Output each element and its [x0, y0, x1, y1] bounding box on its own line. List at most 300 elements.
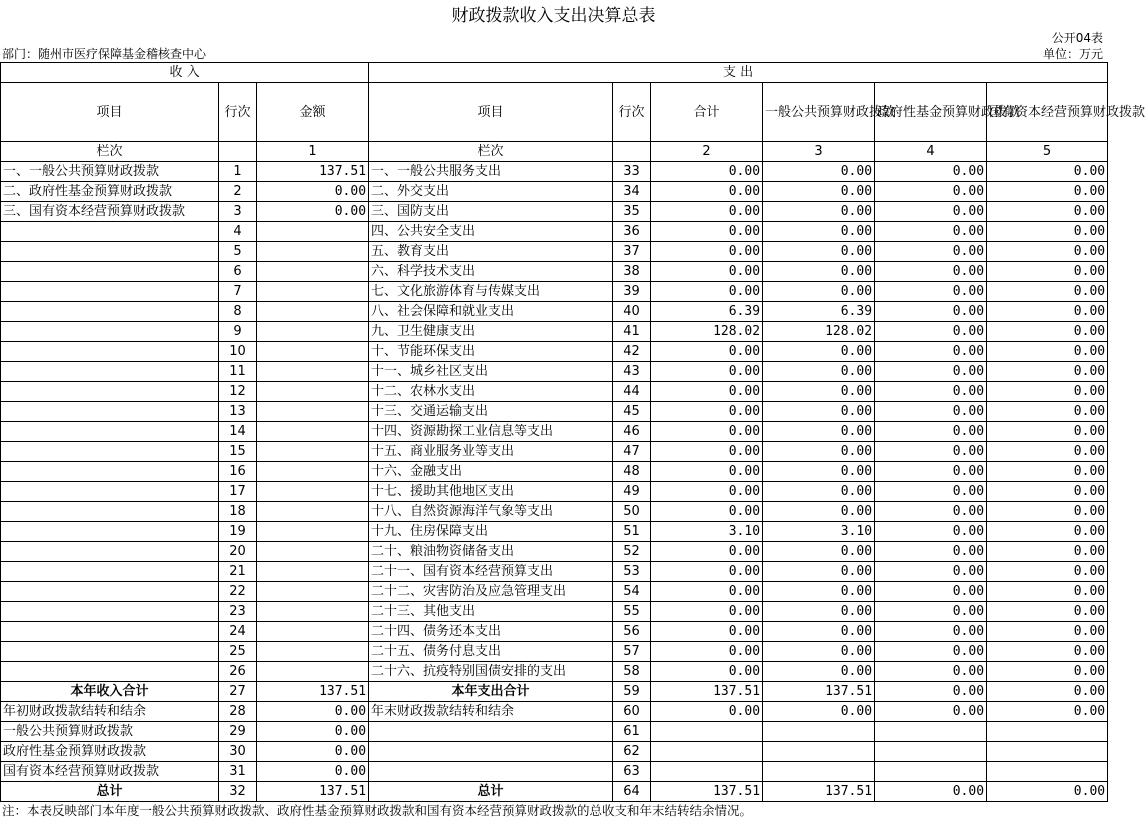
general-budget-value: 0.00	[763, 502, 875, 522]
expense-item: 十一、城乡社区支出	[369, 362, 613, 382]
state-capital-value: 0.00	[987, 562, 1108, 582]
general-budget-value	[763, 762, 875, 782]
table-row	[1, 442, 1108, 462]
expense-item: 二十六、抗疫特别国债安排的支出	[369, 662, 613, 682]
general-budget-header: 一般公共预算财政拨款	[763, 83, 875, 142]
income-row-no: 3	[219, 202, 257, 222]
general-budget-value: 0.00	[763, 162, 875, 182]
grand-total-label: 总计	[1, 782, 219, 802]
income-row-no: 29	[219, 722, 257, 742]
state-capital-value: 0.00	[987, 522, 1108, 542]
header-row-section	[1, 63, 1108, 83]
expense-row-no: 48	[613, 462, 651, 482]
income-row-no: 11	[219, 362, 257, 382]
expense-row-no: 56	[613, 622, 651, 642]
income-rowno-header: 行次	[219, 83, 257, 142]
income-item	[1, 342, 219, 362]
expense-item: 七、文化旅游体育与传媒支出	[369, 282, 613, 302]
income-item	[1, 262, 219, 282]
income-row-no: 32	[219, 782, 257, 802]
general-budget-value: 6.39	[763, 302, 875, 322]
expense-total	[651, 742, 763, 762]
income-row-no: 14	[219, 422, 257, 442]
income-row-no: 6	[219, 262, 257, 282]
gov-fund-value: 0.00	[875, 202, 987, 222]
general-budget-value: 0.00	[763, 602, 875, 622]
income-amount	[257, 342, 369, 362]
gov-fund-value: 0.00	[875, 402, 987, 422]
state-capital-value: 0.00	[987, 582, 1108, 602]
table-row	[1, 322, 1108, 342]
expense-row-no: 39	[613, 282, 651, 302]
expense-row-no: 51	[613, 522, 651, 542]
expense-total-header: 合计	[651, 83, 763, 142]
expense-item: 十、节能环保支出	[369, 342, 613, 362]
income-item	[1, 462, 219, 482]
header-row-columns	[1, 83, 1108, 142]
state-capital-value: 0.00	[987, 642, 1108, 662]
income-row-no: 9	[219, 322, 257, 342]
income-item	[1, 602, 219, 622]
expense-row-no: 41	[613, 322, 651, 342]
income-item	[1, 642, 219, 662]
expense-row-no: 55	[613, 602, 651, 622]
income-row-no: 21	[219, 562, 257, 582]
expense-section-header: 支 出	[369, 63, 1108, 83]
general-budget-value: 0.00	[763, 262, 875, 282]
expense-total: 0.00	[651, 542, 763, 562]
income-item	[1, 402, 219, 422]
general-budget-value: 0.00	[763, 282, 875, 302]
col-index-5: 5	[987, 142, 1108, 162]
sub-carry-row	[1, 722, 1108, 742]
income-amount	[257, 322, 369, 342]
expense-total: 0.00	[651, 242, 763, 262]
income-amount	[257, 222, 369, 242]
state-capital-value: 0.00	[987, 602, 1108, 622]
table-row	[1, 242, 1108, 262]
expense-item: 十二、农林水支出	[369, 382, 613, 402]
income-amount: 0.00	[257, 182, 369, 202]
income-amount	[257, 502, 369, 522]
sub-carry-row	[1, 742, 1108, 762]
gov-fund-value: 0.00	[875, 382, 987, 402]
state-capital-value	[987, 742, 1108, 762]
expense-total: 6.39	[651, 302, 763, 322]
expense-row-no: 44	[613, 382, 651, 402]
table-row	[1, 562, 1108, 582]
state-capital-value: 0.00	[987, 362, 1108, 382]
income-amount	[257, 442, 369, 462]
table-row	[1, 162, 1108, 182]
state-capital-value: 0.00	[987, 342, 1108, 362]
table-row	[1, 282, 1108, 302]
expense-item: 二十四、债务还本支出	[369, 622, 613, 642]
expense-grand-total-label: 总计	[369, 782, 613, 802]
income-amount	[257, 582, 369, 602]
expense-total: 0.00	[651, 702, 763, 722]
income-amount	[257, 522, 369, 542]
expense-item: 二十五、债务付息支出	[369, 642, 613, 662]
expense-total: 0.00	[651, 282, 763, 302]
expense-item: 十四、资源勘探工业信息等支出	[369, 422, 613, 442]
state-capital-value	[987, 762, 1108, 782]
income-amount	[257, 622, 369, 642]
expense-item: 三、国防支出	[369, 202, 613, 222]
income-amount: 137.51	[257, 162, 369, 182]
expense-total: 137.51	[651, 682, 763, 702]
gov-fund-value: 0.00	[875, 282, 987, 302]
footnote: 注：本表反映部门本年度一般公共预算财政拨款、政府性基金预算财政拨款和国有资本经营预算财政拨款的总收支和年末结转结余情况。	[2, 803, 753, 818]
expense-item: 二十、粮油物资储备支出	[369, 542, 613, 562]
expense-total: 128.02	[651, 322, 763, 342]
expense-total: 0.00	[651, 582, 763, 602]
gov-fund-value: 0.00	[875, 342, 987, 362]
expense-row-no: 58	[613, 662, 651, 682]
gov-fund-value: 0.00	[875, 542, 987, 562]
gov-fund-value: 0.00	[875, 182, 987, 202]
gov-fund-value	[875, 722, 987, 742]
income-row-no: 12	[219, 382, 257, 402]
expense-row-no: 34	[613, 182, 651, 202]
state-capital-value: 0.00	[987, 282, 1108, 302]
general-budget-value: 0.00	[763, 182, 875, 202]
general-budget-value: 0.00	[763, 562, 875, 582]
general-budget-value: 137.51	[763, 782, 875, 802]
expense-row-no: 63	[613, 762, 651, 782]
expense-row-no: 61	[613, 722, 651, 742]
general-budget-value: 0.00	[763, 422, 875, 442]
table-row	[1, 502, 1108, 522]
expense-total: 0.00	[651, 162, 763, 182]
expense-item: 十六、金融支出	[369, 462, 613, 482]
col-index-1: 1	[257, 142, 369, 162]
income-amount: 0.00	[257, 202, 369, 222]
expense-item: 二十三、其他支出	[369, 602, 613, 622]
table-row	[1, 342, 1108, 362]
income-item	[1, 522, 219, 542]
expense-item: 年末财政拨款结转和结余	[369, 702, 613, 722]
income-amount	[257, 662, 369, 682]
state-capital-value: 0.00	[987, 182, 1108, 202]
column-index-row	[1, 142, 1108, 162]
expense-total: 0.00	[651, 622, 763, 642]
col-index-2: 2	[651, 142, 763, 162]
income-item: 三、国有资本经营预算财政拨款	[1, 202, 219, 222]
income-item: 政府性基金预算财政拨款	[1, 742, 219, 762]
gov-fund-value: 0.00	[875, 262, 987, 282]
table-row	[1, 582, 1108, 602]
general-budget-value: 0.00	[763, 622, 875, 642]
table-row	[1, 482, 1108, 502]
income-section-header: 收 入	[1, 63, 369, 83]
general-budget-value: 0.00	[763, 402, 875, 422]
gov-fund-value: 0.00	[875, 242, 987, 262]
general-budget-value: 0.00	[763, 582, 875, 602]
income-amount: 0.00	[257, 722, 369, 742]
expense-total: 0.00	[651, 342, 763, 362]
gov-fund-value	[875, 742, 987, 762]
income-item	[1, 242, 219, 262]
expense-row-no: 36	[613, 222, 651, 242]
state-capital-value: 0.00	[987, 782, 1108, 802]
general-budget-value: 128.02	[763, 322, 875, 342]
table-row	[1, 462, 1108, 482]
expense-row-no: 57	[613, 642, 651, 662]
income-item	[1, 622, 219, 642]
income-row-no: 10	[219, 342, 257, 362]
state-capital-value: 0.00	[987, 662, 1108, 682]
expense-item: 二十二、灾害防治及应急管理支出	[369, 582, 613, 602]
expense-row-no: 60	[613, 702, 651, 722]
gov-fund-value: 0.00	[875, 562, 987, 582]
general-budget-value: 0.00	[763, 202, 875, 222]
expense-row-no: 62	[613, 742, 651, 762]
expense-total: 137.51	[651, 782, 763, 802]
income-row-no: 26	[219, 662, 257, 682]
state-capital-header: 国有资本经营预算财政拨款	[987, 83, 1108, 142]
table-row	[1, 262, 1108, 282]
table-row	[1, 622, 1108, 642]
expense-item	[369, 742, 613, 762]
income-amount	[257, 422, 369, 442]
income-total-label: 本年收入合计	[1, 682, 219, 702]
expense-total: 0.00	[651, 222, 763, 242]
general-budget-value: 0.00	[763, 442, 875, 462]
state-capital-value	[987, 722, 1108, 742]
state-capital-value: 0.00	[987, 502, 1108, 522]
gov-fund-value: 0.00	[875, 302, 987, 322]
income-row-no: 8	[219, 302, 257, 322]
expense-row-no: 49	[613, 482, 651, 502]
expense-total: 3.10	[651, 522, 763, 542]
gov-fund-value: 0.00	[875, 682, 987, 702]
state-capital-value: 0.00	[987, 382, 1108, 402]
expense-row-no: 50	[613, 502, 651, 522]
expense-total: 0.00	[651, 562, 763, 582]
gov-fund-value: 0.00	[875, 662, 987, 682]
expense-item-header: 项目	[369, 83, 613, 142]
general-budget-value: 0.00	[763, 242, 875, 262]
expense-total	[651, 762, 763, 782]
state-capital-value: 0.00	[987, 462, 1108, 482]
income-amount	[257, 362, 369, 382]
expense-total: 0.00	[651, 642, 763, 662]
gov-fund-value: 0.00	[875, 642, 987, 662]
income-item	[1, 302, 219, 322]
budget-table	[0, 62, 1145, 802]
income-row-no: 1	[219, 162, 257, 182]
general-budget-value: 0.00	[763, 702, 875, 722]
grand-total-row	[1, 782, 1108, 802]
income-row-no: 27	[219, 682, 257, 702]
department-label: 部门：随州市医疗保障基金稽核查中心	[2, 47, 207, 61]
general-budget-value: 0.00	[763, 642, 875, 662]
gov-fund-value: 0.00	[875, 702, 987, 722]
general-budget-value: 0.00	[763, 482, 875, 502]
expense-row-no: 54	[613, 582, 651, 602]
income-item	[1, 582, 219, 602]
state-capital-value: 0.00	[987, 302, 1108, 322]
state-capital-value: 0.00	[987, 422, 1108, 442]
expense-item: 十八、自然资源海洋气象等支出	[369, 502, 613, 522]
income-row-no: 28	[219, 702, 257, 722]
income-row-no: 25	[219, 642, 257, 662]
expense-total: 0.00	[651, 182, 763, 202]
income-item: 国有资本经营预算财政拨款	[1, 762, 219, 782]
income-item: 二、政府性基金预算财政拨款	[1, 182, 219, 202]
expense-row-no: 64	[613, 782, 651, 802]
expense-row-no: 47	[613, 442, 651, 462]
gov-fund-value: 0.00	[875, 482, 987, 502]
expense-item: 五、教育支出	[369, 242, 613, 262]
general-budget-value	[763, 742, 875, 762]
gov-fund-header: 政府性基金预算财政拨款	[875, 83, 987, 142]
table-body	[1, 63, 1145, 802]
gov-fund-value: 0.00	[875, 222, 987, 242]
expense-row-no: 33	[613, 162, 651, 182]
income-amount: 0.00	[257, 702, 369, 722]
income-item: 一般公共预算财政拨款	[1, 722, 219, 742]
table-row	[1, 402, 1108, 422]
income-amount	[257, 262, 369, 282]
state-capital-value: 0.00	[987, 222, 1108, 242]
expense-item: 十三、交通运输支出	[369, 402, 613, 422]
income-item	[1, 322, 219, 342]
expense-total	[651, 722, 763, 742]
income-row-no: 30	[219, 742, 257, 762]
table-row	[1, 302, 1108, 322]
gov-fund-value: 0.00	[875, 782, 987, 802]
income-item-header: 项目	[1, 83, 219, 142]
expense-total: 0.00	[651, 482, 763, 502]
income-item	[1, 562, 219, 582]
income-item	[1, 362, 219, 382]
income-amount: 0.00	[257, 762, 369, 782]
income-row-no: 4	[219, 222, 257, 242]
expense-row-no: 59	[613, 682, 651, 702]
table-row	[1, 222, 1108, 242]
state-capital-value: 0.00	[987, 542, 1108, 562]
income-item: 一、一般公共预算财政拨款	[1, 162, 219, 182]
expense-item	[369, 762, 613, 782]
general-budget-value: 3.10	[763, 522, 875, 542]
state-capital-value: 0.00	[987, 242, 1108, 262]
expense-total: 0.00	[651, 462, 763, 482]
income-amount	[257, 402, 369, 422]
income-row-no: 22	[219, 582, 257, 602]
expense-row-no: 35	[613, 202, 651, 222]
general-budget-value: 0.00	[763, 342, 875, 362]
unit-label: 单位：万元	[1042, 47, 1103, 61]
income-item	[1, 222, 219, 242]
table-row	[1, 182, 1108, 202]
expense-total: 0.00	[651, 502, 763, 522]
income-item	[1, 282, 219, 302]
blank-cell	[613, 142, 651, 162]
state-capital-value: 0.00	[987, 482, 1108, 502]
income-amount	[257, 282, 369, 302]
general-budget-value: 0.00	[763, 542, 875, 562]
income-amount	[257, 302, 369, 322]
gov-fund-value	[875, 762, 987, 782]
expense-total: 0.00	[651, 442, 763, 462]
income-item	[1, 482, 219, 502]
state-capital-value: 0.00	[987, 202, 1108, 222]
col-index-3: 3	[763, 142, 875, 162]
table-row	[1, 522, 1108, 542]
income-row-no: 31	[219, 762, 257, 782]
expense-item: 九、卫生健康支出	[369, 322, 613, 342]
expense-total: 0.00	[651, 362, 763, 382]
state-capital-value: 0.00	[987, 702, 1108, 722]
expense-item: 八、社会保障和就业支出	[369, 302, 613, 322]
income-item	[1, 382, 219, 402]
expense-total: 0.00	[651, 262, 763, 282]
gov-fund-value: 0.00	[875, 582, 987, 602]
expense-row-no: 38	[613, 262, 651, 282]
expense-total: 0.00	[651, 202, 763, 222]
expense-row-no: 40	[613, 302, 651, 322]
annual-total-row	[1, 682, 1108, 702]
expense-total: 0.00	[651, 662, 763, 682]
table-row	[1, 662, 1108, 682]
expense-item: 六、科学技术支出	[369, 262, 613, 282]
income-item	[1, 542, 219, 562]
income-item	[1, 422, 219, 442]
expense-item: 十九、住房保障支出	[369, 522, 613, 542]
income-row-no: 17	[219, 482, 257, 502]
table-row	[1, 602, 1108, 622]
gov-fund-value: 0.00	[875, 362, 987, 382]
income-amount: 0.00	[257, 742, 369, 762]
income-amount-header: 金额	[257, 83, 369, 142]
expense-row-no: 53	[613, 562, 651, 582]
page-title: 财政拨款收入支出决算总表	[451, 6, 656, 26]
income-amount	[257, 542, 369, 562]
income-amount	[257, 602, 369, 622]
income-amount	[257, 642, 369, 662]
table-row	[1, 382, 1108, 402]
col-index-4: 4	[875, 142, 987, 162]
income-amount: 137.51	[257, 782, 369, 802]
income-row-no: 5	[219, 242, 257, 262]
table-row	[1, 362, 1108, 382]
state-capital-value: 0.00	[987, 622, 1108, 642]
income-row-no: 24	[219, 622, 257, 642]
income-amount	[257, 242, 369, 262]
state-capital-value: 0.00	[987, 682, 1108, 702]
general-budget-value: 0.00	[763, 382, 875, 402]
income-item: 年初财政拨款结转和结余	[1, 702, 219, 722]
expense-total-label: 本年支出合计	[369, 682, 613, 702]
expense-row-no: 37	[613, 242, 651, 262]
expense-item: 十五、商业服务业等支出	[369, 442, 613, 462]
expense-column-label: 栏次	[369, 142, 613, 162]
expense-total: 0.00	[651, 422, 763, 442]
expense-row-no: 42	[613, 342, 651, 362]
table-row	[1, 422, 1108, 442]
state-capital-value: 0.00	[987, 322, 1108, 342]
blank-cell	[219, 142, 257, 162]
expense-row-no: 46	[613, 422, 651, 442]
state-capital-value: 0.00	[987, 442, 1108, 462]
gov-fund-value: 0.00	[875, 162, 987, 182]
expense-total: 0.00	[651, 382, 763, 402]
income-row-no: 19	[219, 522, 257, 542]
gov-fund-value: 0.00	[875, 622, 987, 642]
expense-item: 二十一、国有资本经营预算支出	[369, 562, 613, 582]
